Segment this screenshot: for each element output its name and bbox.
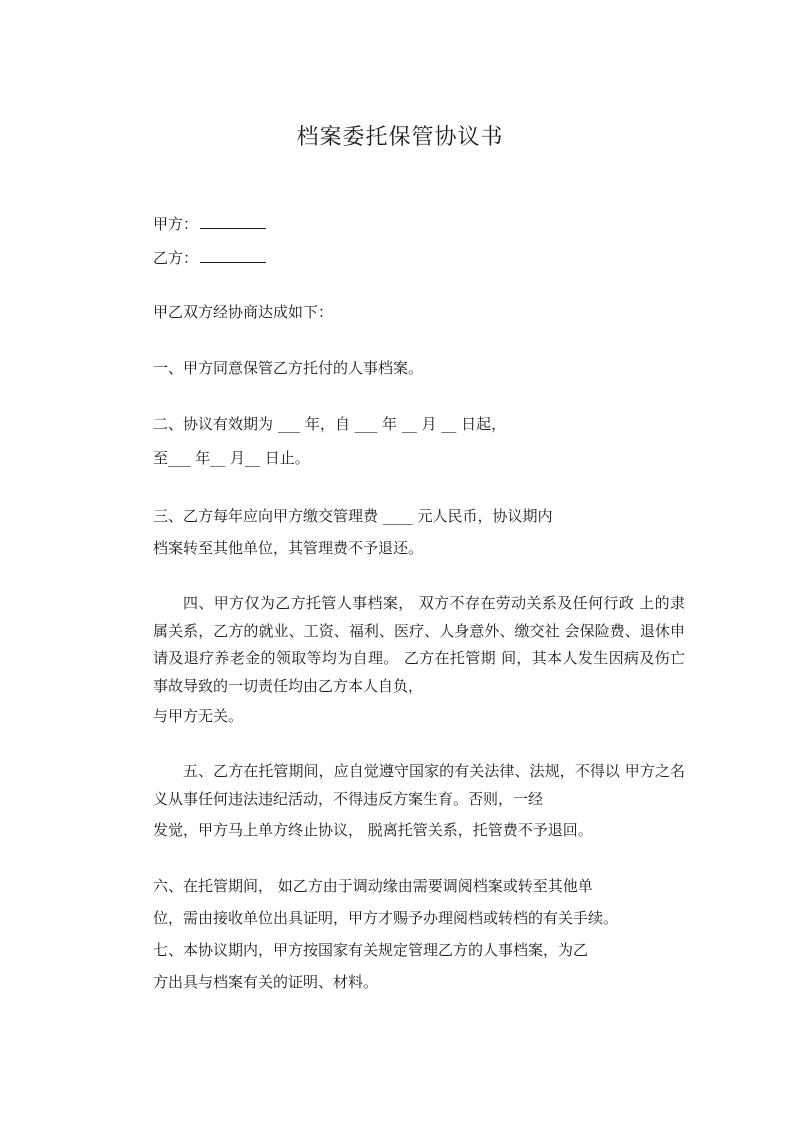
clause-7-line-1: 七、本协议期内，甲方按国家有关规定管理乙方的人事档案，为乙 (153, 941, 589, 959)
party-b-label: 乙方： (153, 249, 199, 267)
clause-4-closing-line: 与甲方无关。 (153, 707, 244, 725)
party-a-line (153, 214, 266, 234)
clause-4-paragraph: 四、甲方仅为乙方托管人事档案， 双方不存在劳动关系及任何行政 上的隶属关系，乙方的就业、工资、福利、医疗、人身意外、缴交社 会保险费、退休申请及退疗养老金的领取等均为自理。 乙方在托管期 间，其本人发生因病及伤亡事故导致的一切责任均由乙方本人自负， (153, 594, 685, 695)
clause-5-paragraph: 五、乙方在托管期间，应自觉遵守国家的有关法律、法规，不得以 甲方之名义从事任何违法违纪活动，不得违反方案生育。否则，一经 (153, 762, 685, 808)
intro-text: 甲乙双方经协商达成如下： (153, 303, 334, 321)
clause-3-line-2: 档案转至其他单位，其管理费不予退还。 (153, 539, 424, 557)
clause-6-line-2: 位，需由接收单位出具证明，甲方才赐予办理阅档或转档的有关手续。 (153, 909, 619, 927)
party-a-label: 甲方： (153, 215, 199, 233)
clause-6-line-1: 六、在托管期间， 如乙方由于调动缘由需要调阅档案或转至其他单 (153, 877, 593, 895)
document-title: 档案委托保管协议书 (296, 125, 504, 150)
party-b-line (153, 248, 266, 268)
clause-2-line-2: 至___ 年__ 月__ 日止。 (153, 449, 310, 467)
clause-7-line-2: 方出具与档案有关的证明、材料。 (153, 973, 379, 991)
clause-2-line-1: 二、协议有效期为 ___ 年，自 ___ 年 __ 月 __ 日起， (153, 415, 507, 433)
party-a-blank (200, 214, 266, 229)
clause-5-closing-line: 发觉，甲方马上单方终止协议， 脱离托管关系，托管费不予退回。 (153, 821, 593, 839)
party-b-blank (200, 248, 266, 263)
clause-1: 一、甲方同意保管乙方托付的人事档案。 (153, 359, 424, 377)
clause-3-line-1: 三、乙方每年应向甲方缴交管理费 ____ 元人民币，协议期内 (153, 507, 553, 525)
